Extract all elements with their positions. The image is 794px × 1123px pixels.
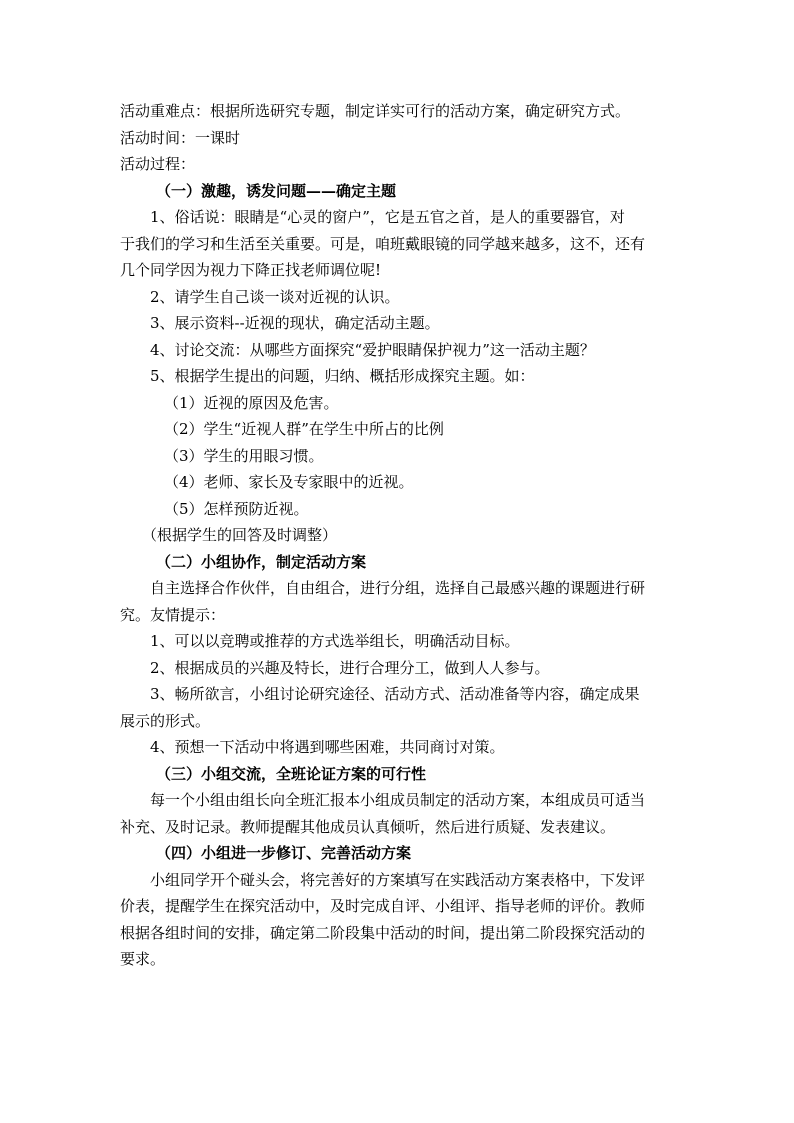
difficulty-line: 活动重难点：根据所选研究专题，制定详实可行的活动方案，确定研究方式。 <box>120 102 631 120</box>
list-item: 2、请学生自己谈一谈对近视的认识。 <box>150 287 400 306</box>
paragraph-line: 要求。 <box>120 950 166 968</box>
paragraph-line: 于我们的学习和生活至关重要。可是，咱班戴眼镜的同学越来越多，这不，还有 <box>120 234 646 253</box>
section-heading-2: （二）小组协作，制定活动方案 <box>156 552 367 571</box>
process-label: 活动过程： <box>120 155 196 173</box>
sub-list-item: （3）学生的用眼习惯。 <box>164 446 324 465</box>
list-item: 5、根据学生提出的问题，归纳、概括形成探究主题。如： <box>150 367 535 385</box>
paragraph-line: 1、俗话说：眼睛是“心灵的窗户”，它是五官之首，是人的重要器官，对 <box>150 208 625 226</box>
paragraph-line: 几个同学因为视力下降正找老师调位呢! <box>120 261 382 279</box>
section-heading-4: （四）小组进一步修订、完善活动方案 <box>156 844 412 862</box>
list-item: 2、根据成员的兴趣及特长，进行合理分工，做到人人参与。 <box>150 658 550 677</box>
paragraph-line: 展示的形式。 <box>120 711 211 730</box>
time-line: 活动时间：一课时 <box>120 128 241 147</box>
section-heading-1: （一）激趣，诱发问题——确定主题 <box>156 181 397 200</box>
sub-list-item: （1）近视的原因及危害。 <box>164 393 339 412</box>
list-item: 4、讨论交流：从哪些方面探究“爱护眼睛保护视力”这一活动主题？ <box>150 340 595 359</box>
paragraph-line: 究。友情提示： <box>120 605 226 624</box>
list-item: 4、预想一下活动中将遇到哪些困难，共同商讨对策。 <box>150 738 505 756</box>
paragraph-line: 根据各组时间的安排，确定第二阶段集中活动的时间，提出第二阶段探究活动的 <box>120 923 646 942</box>
paragraph-line: 补充、及时记录。教师提醒其他成员认真倾听，然后进行质疑、发表建议。 <box>120 817 616 836</box>
list-item: 3、展示资料--近视的现状，确定活动主题。 <box>150 314 440 332</box>
sub-list-item: （2）学生“近视人群”在学生中所占的比例 <box>164 420 444 438</box>
paragraph-line: 自主选择合作伙伴，自由组合，进行分组，选择自己最感兴趣的课题进行研 <box>150 579 646 597</box>
paragraph-line: 价表，提醒学生在探究活动中，及时完成自评、小组评、指导老师的评价。教师 <box>120 897 646 915</box>
paragraph-line: 小组同学开个碰头会，将完善好的方案填写在实践活动方案表格中，下发评 <box>150 870 646 889</box>
note-line: （根据学生的回答及时调整） <box>142 526 338 544</box>
section-heading-3: （三）小组交流，全班论证方案的可行性 <box>156 764 427 783</box>
list-item: 3、畅所欲言，小组讨论研究途径、活动方式、活动准备等内容，确定成果 <box>150 685 640 703</box>
sub-list-item: （4）老师、家长及专家眼中的近视。 <box>164 473 414 491</box>
paragraph-line: 每一个小组由组长向全班汇报本小组成员制定的活动方案，本组成员可适当 <box>150 791 646 809</box>
list-item: 1、可以以竞聘或推荐的方式选举组长，明确活动目标。 <box>150 632 520 650</box>
sub-list-item: （5）怎样预防近视。 <box>164 499 309 518</box>
document-body <box>120 98 680 973</box>
